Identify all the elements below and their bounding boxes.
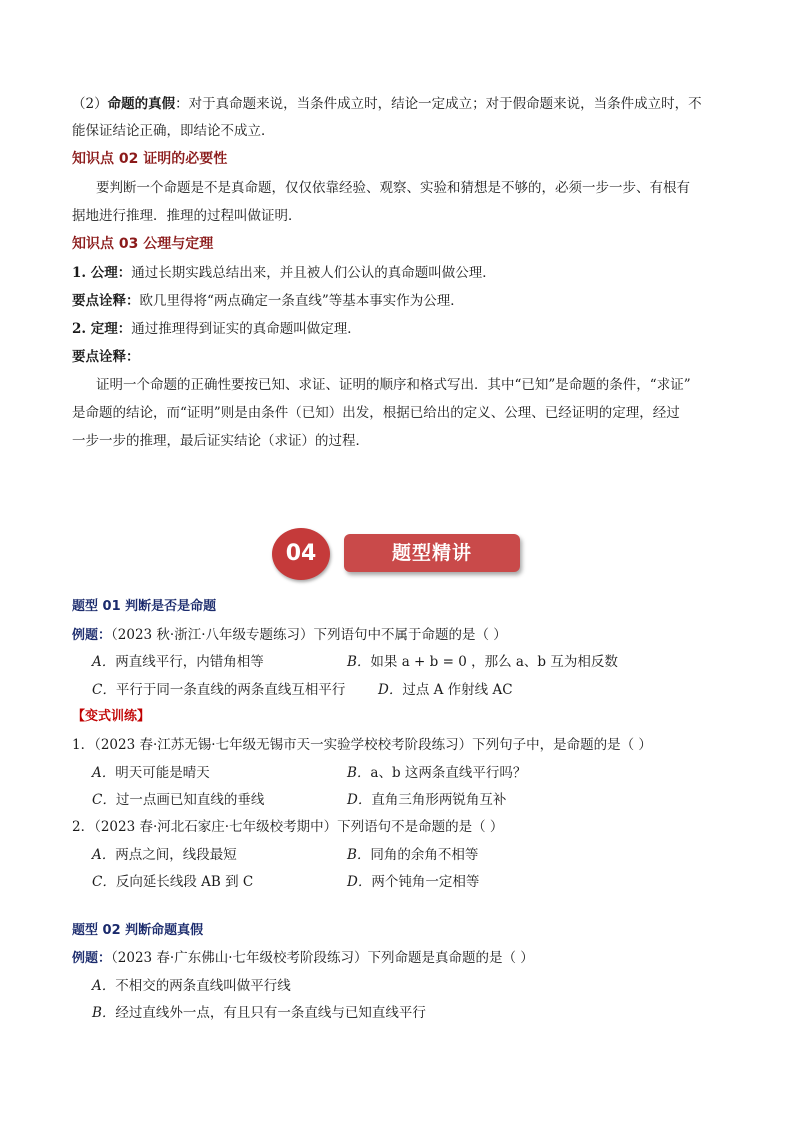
q1-option-c: C．过一点画已知直线的垂线 [92, 792, 265, 808]
kp03-heading: 知识点 03 公理与定理 [72, 236, 214, 252]
kp02-para-2: 据地进行推理．推理的过程叫做证明． [72, 208, 302, 224]
kp03-para-2: 是命题的结论，而“证明”则是由条件（已知）出发，根据已给出的定义、公理、已经证明的定理，经过 [72, 405, 680, 421]
kp03-para-1: 证明一个命题的正确性要按已知、求证、证明的顺序和格式写出．其中“已知”是命题的条件，“求证” [96, 377, 691, 393]
type02-example: 例题：（2023 春·广东佛山·七年级校考阶段练习）下列命题是真命题的是（ ） [72, 950, 534, 966]
type02-option-a: A．不相交的两条直线叫做平行线 [92, 978, 291, 994]
type01-option-b: B．如果 a + b = 0 ，那么 a、b 互为相反数 [347, 654, 618, 670]
q1-option-b: B．a、b 这两条直线平行吗？ [347, 765, 527, 781]
q1-stem: 1．（2023 春·江苏无锡·七年级无锡市天一实验学校校考阶段练习）下列句子中，是命题的是（ ） [72, 737, 652, 753]
type02-heading: 题型 02 判断命题真假 [72, 923, 204, 938]
variant-training-label: 【变式训练】 [72, 709, 151, 724]
q1-option-d: D．直角三角形两锐角互补 [347, 792, 507, 808]
section-banner [272, 528, 522, 580]
kp02-heading: 知识点 02 证明的必要性 [72, 151, 228, 167]
type02-option-b: B．经过直线外一点，有且只有一条直线与已知直线平行 [92, 1005, 426, 1021]
type01-option-a: A．两直线平行，内错角相等 [92, 654, 264, 670]
type01-option-d: D．过点 A 作射线 AC [378, 682, 513, 698]
type01-heading: 题型 01 判断是否是命题 [72, 599, 217, 614]
item-2-line-2: 能保证结论正确，即结论不成立． [72, 123, 275, 139]
banner-title: 题型精讲 [344, 534, 520, 572]
kp02-para-1: 要判断一个命题是不是真命题，仅仅依靠经验、观察、实验和猜想是不够的，必须一步一步、有根有 [96, 180, 690, 196]
note-1-line: 要点诠释：欧几里得将“两点确定一条直线”等基本事实作为公理． [72, 293, 464, 309]
q2-option-c: C．反向延长线段 AB 到 C [92, 874, 254, 890]
term-truth: 命题的真假 [107, 96, 176, 112]
q2-option-a: A．两点之间，线段最短 [92, 847, 237, 863]
note-2-label: 要点诠释： [72, 349, 140, 365]
q1-option-a: A．明天可能是晴天 [92, 765, 210, 781]
q2-option-d: D．两个钝角一定相等 [347, 874, 480, 890]
q2-option-b: B．同角的余角不相等 [347, 847, 479, 863]
kp03-para-3: 一步一步的推理，最后证实结论（求证）的过程． [72, 433, 369, 449]
type01-option-c: C．平行于同一条直线的两条直线互相平行 [92, 682, 346, 698]
axiom-line: 1. 公理：通过长期实践总结出来，并且被人们公认的真命题叫做公理． [72, 265, 496, 281]
q2-stem: 2．（2023 春·河北石家庄·七年级校考期中）下列语句不是命题的是（ ） [72, 819, 504, 835]
banner-number-badge: 04 [272, 528, 330, 580]
theorem-line: 2. 定理：通过推理得到证实的真命题叫做定理． [72, 321, 361, 337]
item-2-line-1: （2）命题的真假：对于真命题来说，当条件成立时，结论一定成立；对于假命题来说，当条件成立时，不 [72, 96, 702, 112]
type01-example: 例题：（2023 秋·浙江·八年级专题练习）下列语句中不属于命题的是（ ） [72, 627, 507, 643]
